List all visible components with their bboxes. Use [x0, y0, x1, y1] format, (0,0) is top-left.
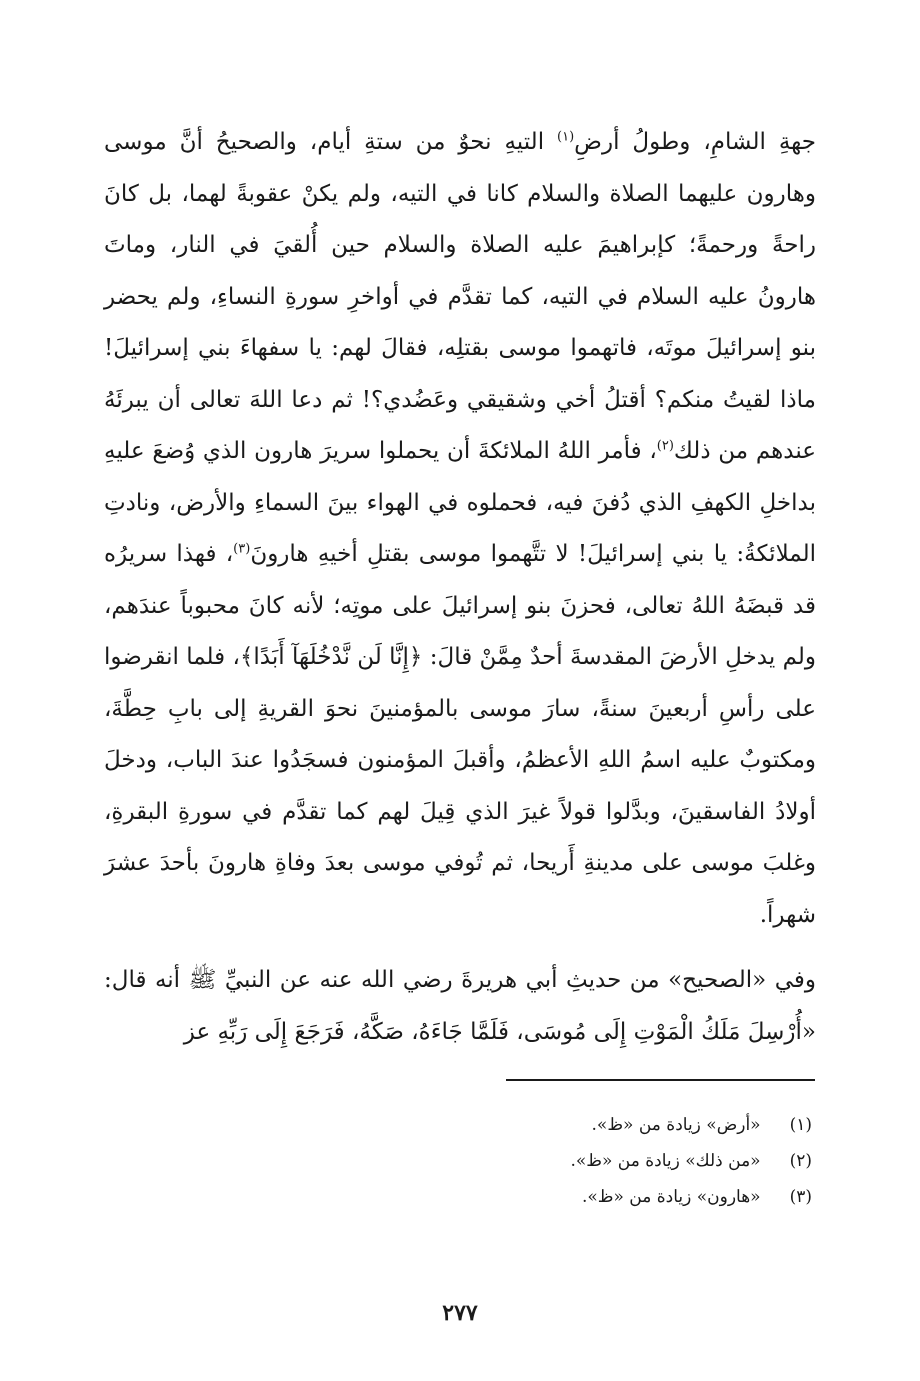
footnote-number: (٣)	[789, 1187, 812, 1207]
text-run: ، فلما انقرضوا على رأسِ أربعينَ سنةً، سارَ موسى بالمؤمنينَ نحوَ القريةِ إلى بابِ حِطَّةَ، ومكتوبٌ عليه اسمُ اللهِ الأعظمُ، وأقبلَ المؤمنون فسجَدُوا عندَ الباب، ودخلَ أولادُ الفاسقينَ، وبدَّلوا قولاً غيرَ الذي قِيلَ لهم كما تقدَّم في سورةِ البقرةِ، وغلبَ موسى على مدينةِ أَريحا، ثم تُوفي موسى بعدَ وفاةِ هارونَ بأحدَ عشرَ شهراً.	[104, 644, 816, 928]
footnote-reference: (٢)	[656, 438, 674, 454]
footnotes	[300, 1107, 812, 1215]
footnote-reference: (١)	[557, 129, 575, 145]
paragraph	[104, 955, 816, 1058]
page-number: ٢٧٧	[442, 1300, 478, 1326]
footnote-text: «أرض» زيادة من «ظ».	[591, 1115, 761, 1135]
footnote-text: «من ذلك» زيادة من «ظ».	[570, 1151, 761, 1171]
footnote-reference: (٣)	[233, 541, 251, 557]
footnote-text: «هارون» زيادة من «ظ».	[581, 1187, 761, 1207]
footnote-number: (٢)	[789, 1151, 812, 1171]
main-text	[104, 117, 816, 1058]
footnote	[300, 1143, 812, 1179]
text-run: جهةِ الشامِ، وطولُ أرضِ	[574, 129, 816, 155]
text-run: ، فأمر اللهُ الملائكةَ أن يحملوا سريرَ هارون الذي وُضعَ عليهِ بداخلِ الكهفِ الذي دُفنَ فيه، فحملوه في الهواء بينَ السماءِ والأرض، ونادتِ الملائكةُ: يا بني إسرائيلَ! لا تتَّهموا موسى بقتلِ أخيهِ هارونَ	[104, 438, 816, 567]
footnote	[300, 1179, 812, 1215]
quran-quote: ﴿إِنَّا لَن نَّدْخُلَهَآ أَبَدًا﴾	[239, 644, 423, 670]
footnote-number: (١)	[789, 1115, 812, 1135]
footnote-separator	[506, 1079, 815, 1081]
text-run: وفي «الصحيح» من حديثِ أبي هريرةَ رضي الله عنه عن النبيِّ ﷺ أنه قال: «أُرْسِلَ مَلَكُ الْمَوْتِ إِلَى مُوسَى، فَلَمَّا جَاءَهُ، صَكَّهُ، فَرَجَعَ إِلَى رَبِّهِ عز	[104, 967, 816, 1045]
footnote	[300, 1107, 812, 1143]
text-run: التيهِ نحوٌ من ستةِ أيام، والصحيحُ أنَّ موسى وهارون عليهما الصلاة والسلام كانا في التيه، ولم يكنْ عقوبةً لهما، بل كانَ راحةً ورحمةً؛ كإبراهيمَ عليه الصلاة والسلام حين أُلقيَ في النار، وماتَ هارونُ عليه السلام في التيه، كما تقدَّم في أواخرِ سورةِ النساءِ، ولم يحضر بنو إسرائيلَ موتَه، فاتهموا موسى بقتلِه، فقالَ لهم: يا سفهاءَ بني إسرائيلَ! ماذا لقيتُ منكم؟ أقتلُ أخي وشقيقي وعَضُدي؟! ثم دعا اللهَ تعالى أن يبرئَهُ عندهم من ذلك	[104, 129, 816, 464]
text-run: ، فهذا سريرُه قد قبضَهُ اللهُ تعالى، فحزنَ بنو إسرائيلَ على موتِه؛ لأنه كانَ محبوباً عندَهم، ولم يدخلِ الأرضَ المقدسةَ أحدٌ مِمَّنْ قالَ:	[104, 541, 817, 670]
paragraph	[104, 117, 816, 941]
